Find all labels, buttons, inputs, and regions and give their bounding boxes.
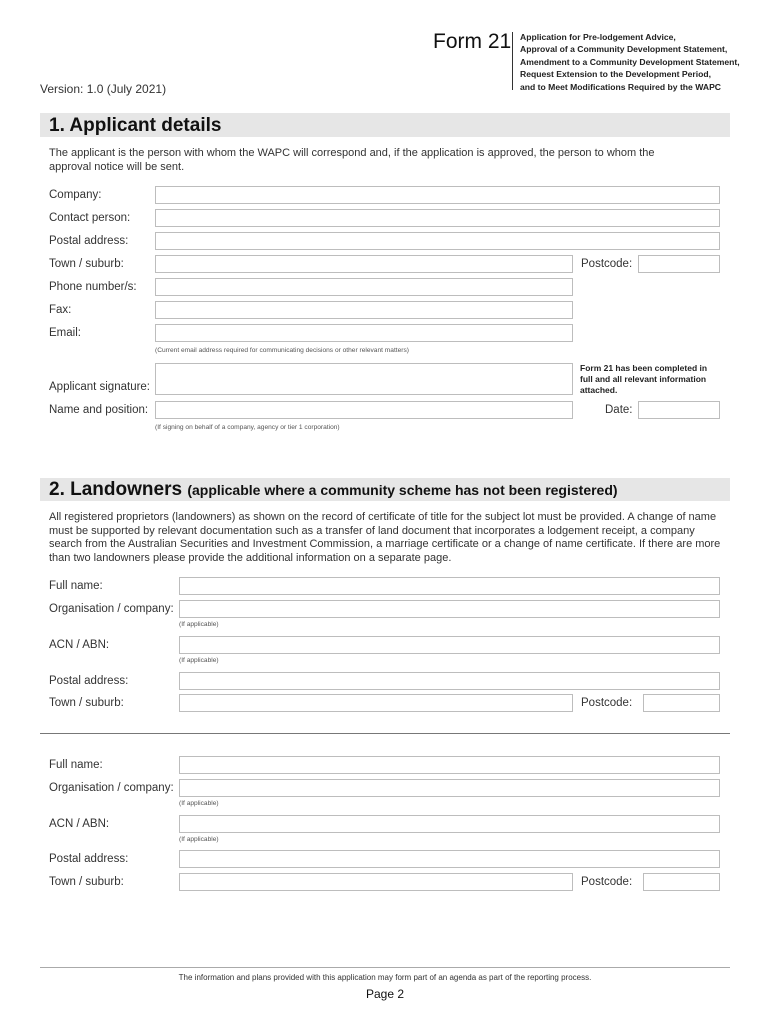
landowner2-town-suburb-label: Town / suburb: — [49, 876, 124, 888]
landowner1-town-suburb-label: Town / suburb: — [49, 697, 124, 709]
page-number: Page 2 — [365, 987, 405, 1001]
form-description-line: and to Meet Modifications Required by the WAPC — [520, 81, 722, 92]
landowner2-postal-address-label: Postal address: — [49, 853, 129, 865]
form-description-line: Request Extension to the Development Period, — [520, 69, 712, 80]
fax-field[interactable] — [155, 301, 573, 319]
applicant-signature-label: Applicant signature: — [49, 381, 151, 393]
landowner2-acn-abn-label: ACN / ABN: — [49, 818, 110, 830]
footer-rule — [40, 967, 730, 968]
form-description-line: Approval of a Community Development Statement, — [520, 44, 728, 55]
email-label: Email: — [49, 327, 81, 339]
landowner2-acn-abn-field[interactable] — [179, 815, 720, 833]
landowner-divider — [40, 733, 730, 734]
form-description-line: Application for Pre-lodgement Advice, — [520, 32, 676, 42]
postal-address-field[interactable] — [155, 232, 720, 250]
town-suburb-field[interactable] — [155, 255, 573, 273]
phone-label: Phone number/s: — [49, 281, 137, 293]
email-note: (Current email address required for communicating decisions or other relevant matters) — [155, 347, 409, 354]
landowner1-organisation-label: Organisation / company: — [49, 603, 174, 615]
postcode-field[interactable] — [638, 255, 720, 273]
landowner1-full-name-field[interactable] — [179, 577, 720, 595]
section1-header — [40, 113, 730, 137]
fax-label: Fax: — [49, 304, 72, 316]
section2-title — [49, 479, 618, 501]
form-number: Form 21 — [433, 30, 512, 53]
landowner1-postcode-label: Postcode: — [581, 697, 633, 709]
landowner2-full-name-field[interactable] — [179, 756, 720, 774]
landowner2-acn-abn-note: (If applicable) — [179, 836, 219, 843]
landowner1-postal-address-label: Postal address: — [49, 675, 129, 687]
landowner1-full-name-label: Full name: — [49, 580, 103, 592]
email-field[interactable] — [155, 324, 573, 342]
landowner1-postal-address-field[interactable] — [179, 672, 720, 690]
form-description — [520, 31, 760, 93]
landowner2-postcode-field[interactable] — [643, 873, 720, 891]
postcode-label: Postcode: — [581, 258, 633, 270]
section1-title: 1. Applicant details — [49, 115, 222, 136]
landowner2-organisation-note: (If applicable) — [179, 800, 219, 807]
date-label: Date: — [605, 404, 633, 416]
section2-title-text: 2. Landowners — [49, 479, 183, 500]
landowner1-organisation-field[interactable] — [179, 600, 720, 618]
company-field[interactable] — [155, 186, 720, 204]
landowner2-postal-address-field[interactable] — [179, 850, 720, 868]
landowner2-organisation-field[interactable] — [179, 779, 720, 797]
landowner2-town-suburb-field[interactable] — [179, 873, 573, 891]
phone-field[interactable] — [155, 278, 573, 296]
header-divider — [512, 32, 513, 90]
landowner2-organisation-label: Organisation / company: — [49, 782, 174, 794]
landowner1-organisation-note: (If applicable) — [179, 621, 219, 628]
contact-person-label: Contact person: — [49, 212, 131, 224]
postal-address-label: Postal address: — [49, 235, 129, 247]
completed-note: Form 21 has been completed in full and all relevant information attached. — [580, 363, 708, 395]
version-label: Version: 1.0 (July 2021) — [40, 82, 167, 96]
company-label: Company: — [49, 189, 102, 201]
footer-text: The information and plans provided with this application may form part of an agenda as part of the reporting process. — [178, 973, 592, 982]
landowner1-acn-abn-label: ACN / ABN: — [49, 639, 110, 651]
landowner1-town-suburb-field[interactable] — [179, 694, 573, 712]
form-description-line: Amendment to a Community Development Statement, — [520, 56, 740, 67]
landowner1-acn-abn-note: (If applicable) — [179, 657, 219, 664]
date-field[interactable] — [638, 401, 720, 419]
name-position-label: Name and position: — [49, 404, 149, 416]
town-suburb-label: Town / suburb: — [49, 258, 124, 270]
landowner2-full-name-label: Full name: — [49, 759, 103, 771]
landowner1-postcode-field[interactable] — [643, 694, 720, 712]
landowner1-acn-abn-field[interactable] — [179, 636, 720, 654]
name-position-field[interactable] — [155, 401, 573, 419]
section1-intro: The applicant is the person with whom the WAPC will correspond and, if the application is approved, the person to whom the approval notice will be sent. — [49, 147, 655, 173]
contact-person-field[interactable] — [155, 209, 720, 227]
section2-subtitle: (applicable where a community scheme has not been registered) — [187, 482, 618, 498]
landowner2-postcode-label: Postcode: — [581, 876, 633, 888]
section2-intro: All registered proprietors (landowners) as shown on the record of certificate of title for the subject lot must be provided. A change of name must be supported by relevant documentation such as a transfer of land document that incorporates a lodgement receipt, a company search from the Australian Securities and Investment Commission, a marriage certificate or a change of name certificate. If there are more than two landowners please provide the additional information on a separate page. — [49, 511, 721, 564]
applicant-signature-field[interactable] — [155, 363, 573, 395]
section2-header — [40, 478, 730, 501]
name-position-note: (If signing on behalf of a company, agency or tier 1 corporation) — [155, 424, 340, 431]
